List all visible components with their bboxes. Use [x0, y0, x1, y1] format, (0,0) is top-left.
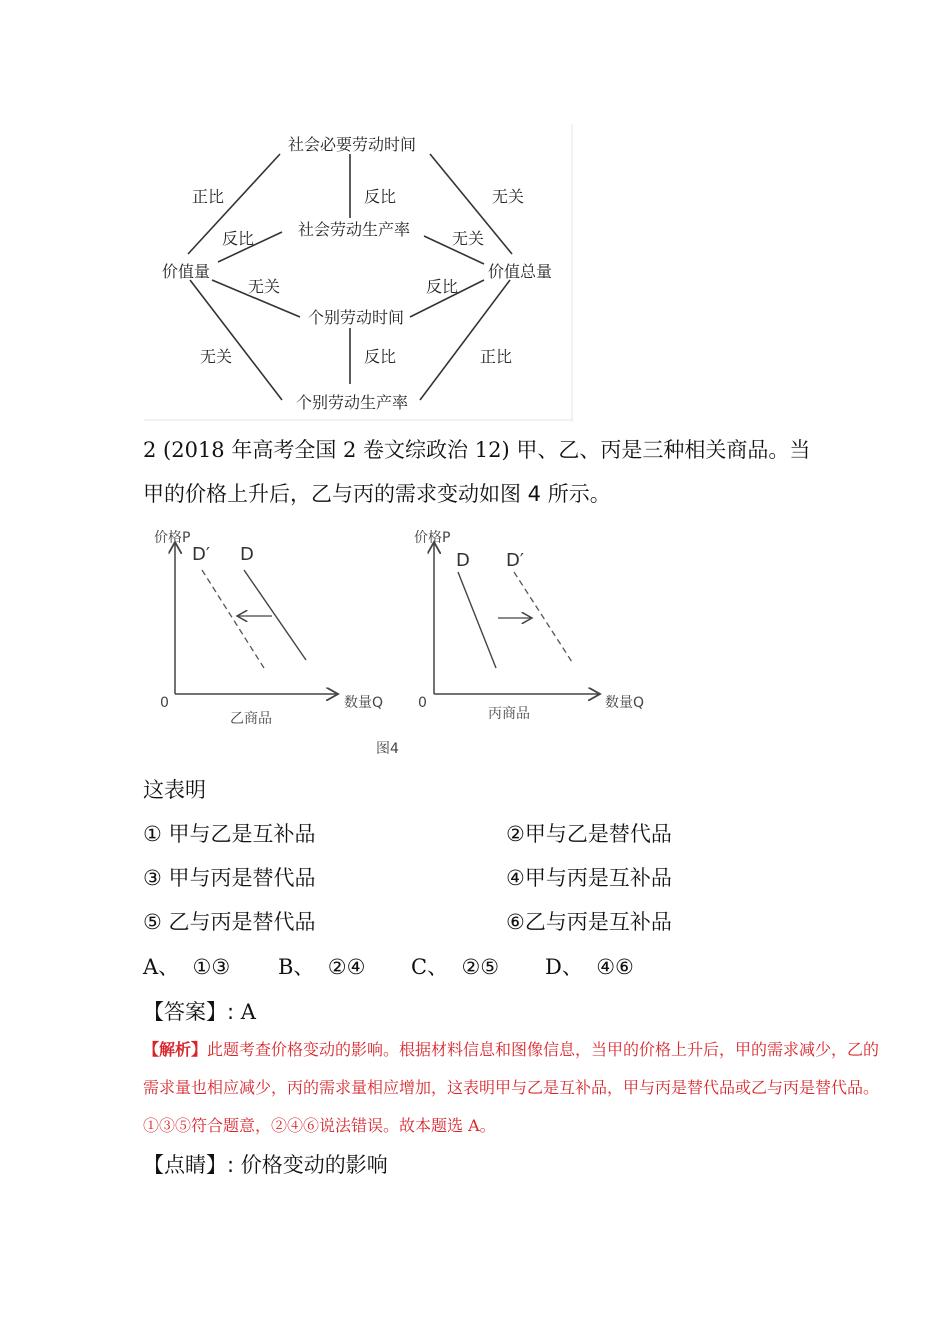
curve-d-prime-label: D′: [506, 550, 524, 571]
origin-label: 0: [418, 695, 427, 711]
edge-top-left: 正比: [191, 187, 225, 206]
product-label: 乙商品: [230, 711, 272, 727]
x-axis-label: 数量Q: [344, 695, 384, 711]
curve-d-prime: [514, 572, 572, 662]
answer-label: 【答案】:: [143, 1000, 235, 1024]
node-center-upper: 社会劳动生产率: [297, 220, 411, 239]
statement-5: ⑤ 乙与丙是替代品: [143, 910, 316, 934]
statement-4: ④甲与丙是互补品: [506, 866, 672, 890]
curve-d: [458, 572, 496, 668]
key-point-label: 【点睛】:: [143, 1153, 235, 1177]
choice-value: ②⑤: [461, 955, 500, 979]
curve-d-label: D: [240, 544, 254, 565]
choice-letter: A、: [143, 955, 180, 979]
analysis-block: [143, 1031, 943, 1145]
node-center-lower: 个别劳动时间: [307, 308, 405, 327]
node-right: 价值总量: [487, 262, 553, 281]
statement-3: ③ 甲与丙是替代品: [143, 866, 316, 890]
curve-d-label: D: [456, 550, 470, 571]
statement-6: ⑥乙与丙是互补品: [506, 910, 672, 934]
y-axis-label: 价格P: [414, 530, 451, 546]
choice-value: ①③: [192, 955, 231, 979]
node-top: 社会必要劳动时间: [287, 135, 417, 154]
statement-1: ① 甲与乙是互补品: [143, 822, 316, 846]
node-left: 价值量: [161, 262, 211, 281]
edge-top-right: 无关: [491, 187, 525, 206]
choice-b: [278, 953, 365, 981]
concept-diagram: [140, 122, 580, 424]
answer-line: [143, 998, 256, 1026]
node-bottom: 个别劳动生产率: [295, 393, 409, 412]
choice-d: [545, 953, 634, 981]
analysis-line-2: 需求量也相应减少，丙的需求量相应增加，这表明甲与乙是互补品，甲与丙是替代品或乙与丙是替代品。: [143, 1078, 880, 1097]
figure-4-demand-charts: [140, 520, 680, 765]
analysis-tag: 【解析】: [143, 1040, 208, 1059]
edge-left-center-lower: 无关: [247, 277, 281, 296]
x-axis-label: 数量Q: [605, 695, 645, 711]
chart-product-yi: [154, 529, 383, 727]
choice-value: ②④: [327, 955, 366, 979]
choice-letter: B、: [278, 955, 315, 979]
key-point-line: [143, 1151, 388, 1179]
edge-center-upper-right: 无关: [451, 229, 485, 248]
edge-bottom-right: 正比: [479, 347, 513, 366]
choice-value: ④⑥: [596, 955, 634, 979]
choice-letter: C、: [411, 955, 449, 979]
curve-d-prime-label: D′: [192, 544, 210, 565]
chart-product-bing: [414, 529, 644, 722]
choice-c: [411, 953, 499, 981]
origin-label: 0: [160, 695, 169, 711]
edge-top-center: 反比: [363, 187, 397, 206]
analysis-line-3: ①③⑤符合题意，②④⑥说法错误。故本题选 A。: [143, 1116, 496, 1135]
product-label: 丙商品: [488, 706, 530, 722]
question-stem: 这表明: [143, 778, 206, 802]
choice-letter: D、: [545, 955, 583, 979]
figure-caption: 图4: [376, 741, 399, 757]
edge-left-bottom: 无关: [199, 347, 233, 366]
question-line-2: 甲的价格上升后，乙与丙的需求变动如图 4 所示。: [143, 482, 611, 506]
choice-a: [143, 953, 230, 981]
key-point-value: 价格变动的影响: [240, 1153, 388, 1177]
analysis-text-1: 此题考查价格变动的影响。根据材料信息和图像信息，当甲的价格上升后，甲的需求减少，乙的: [207, 1040, 880, 1059]
edge-center-upper-left: 反比: [221, 229, 255, 248]
question-line-1: 2 (2018 年高考全国 2 卷文综政治 12) 甲、乙、丙是三种相关商品。当: [143, 438, 811, 462]
statement-2: ②甲与乙是替代品: [506, 822, 672, 846]
edge-center-lower-right: 反比: [425, 277, 459, 296]
edge-center-lower-bottom: 反比: [363, 347, 397, 366]
y-axis-label: 价格P: [154, 530, 191, 546]
curve-d: [244, 570, 306, 660]
analysis-line-1: [143, 1031, 943, 1069]
answer-value: A: [240, 1000, 256, 1024]
